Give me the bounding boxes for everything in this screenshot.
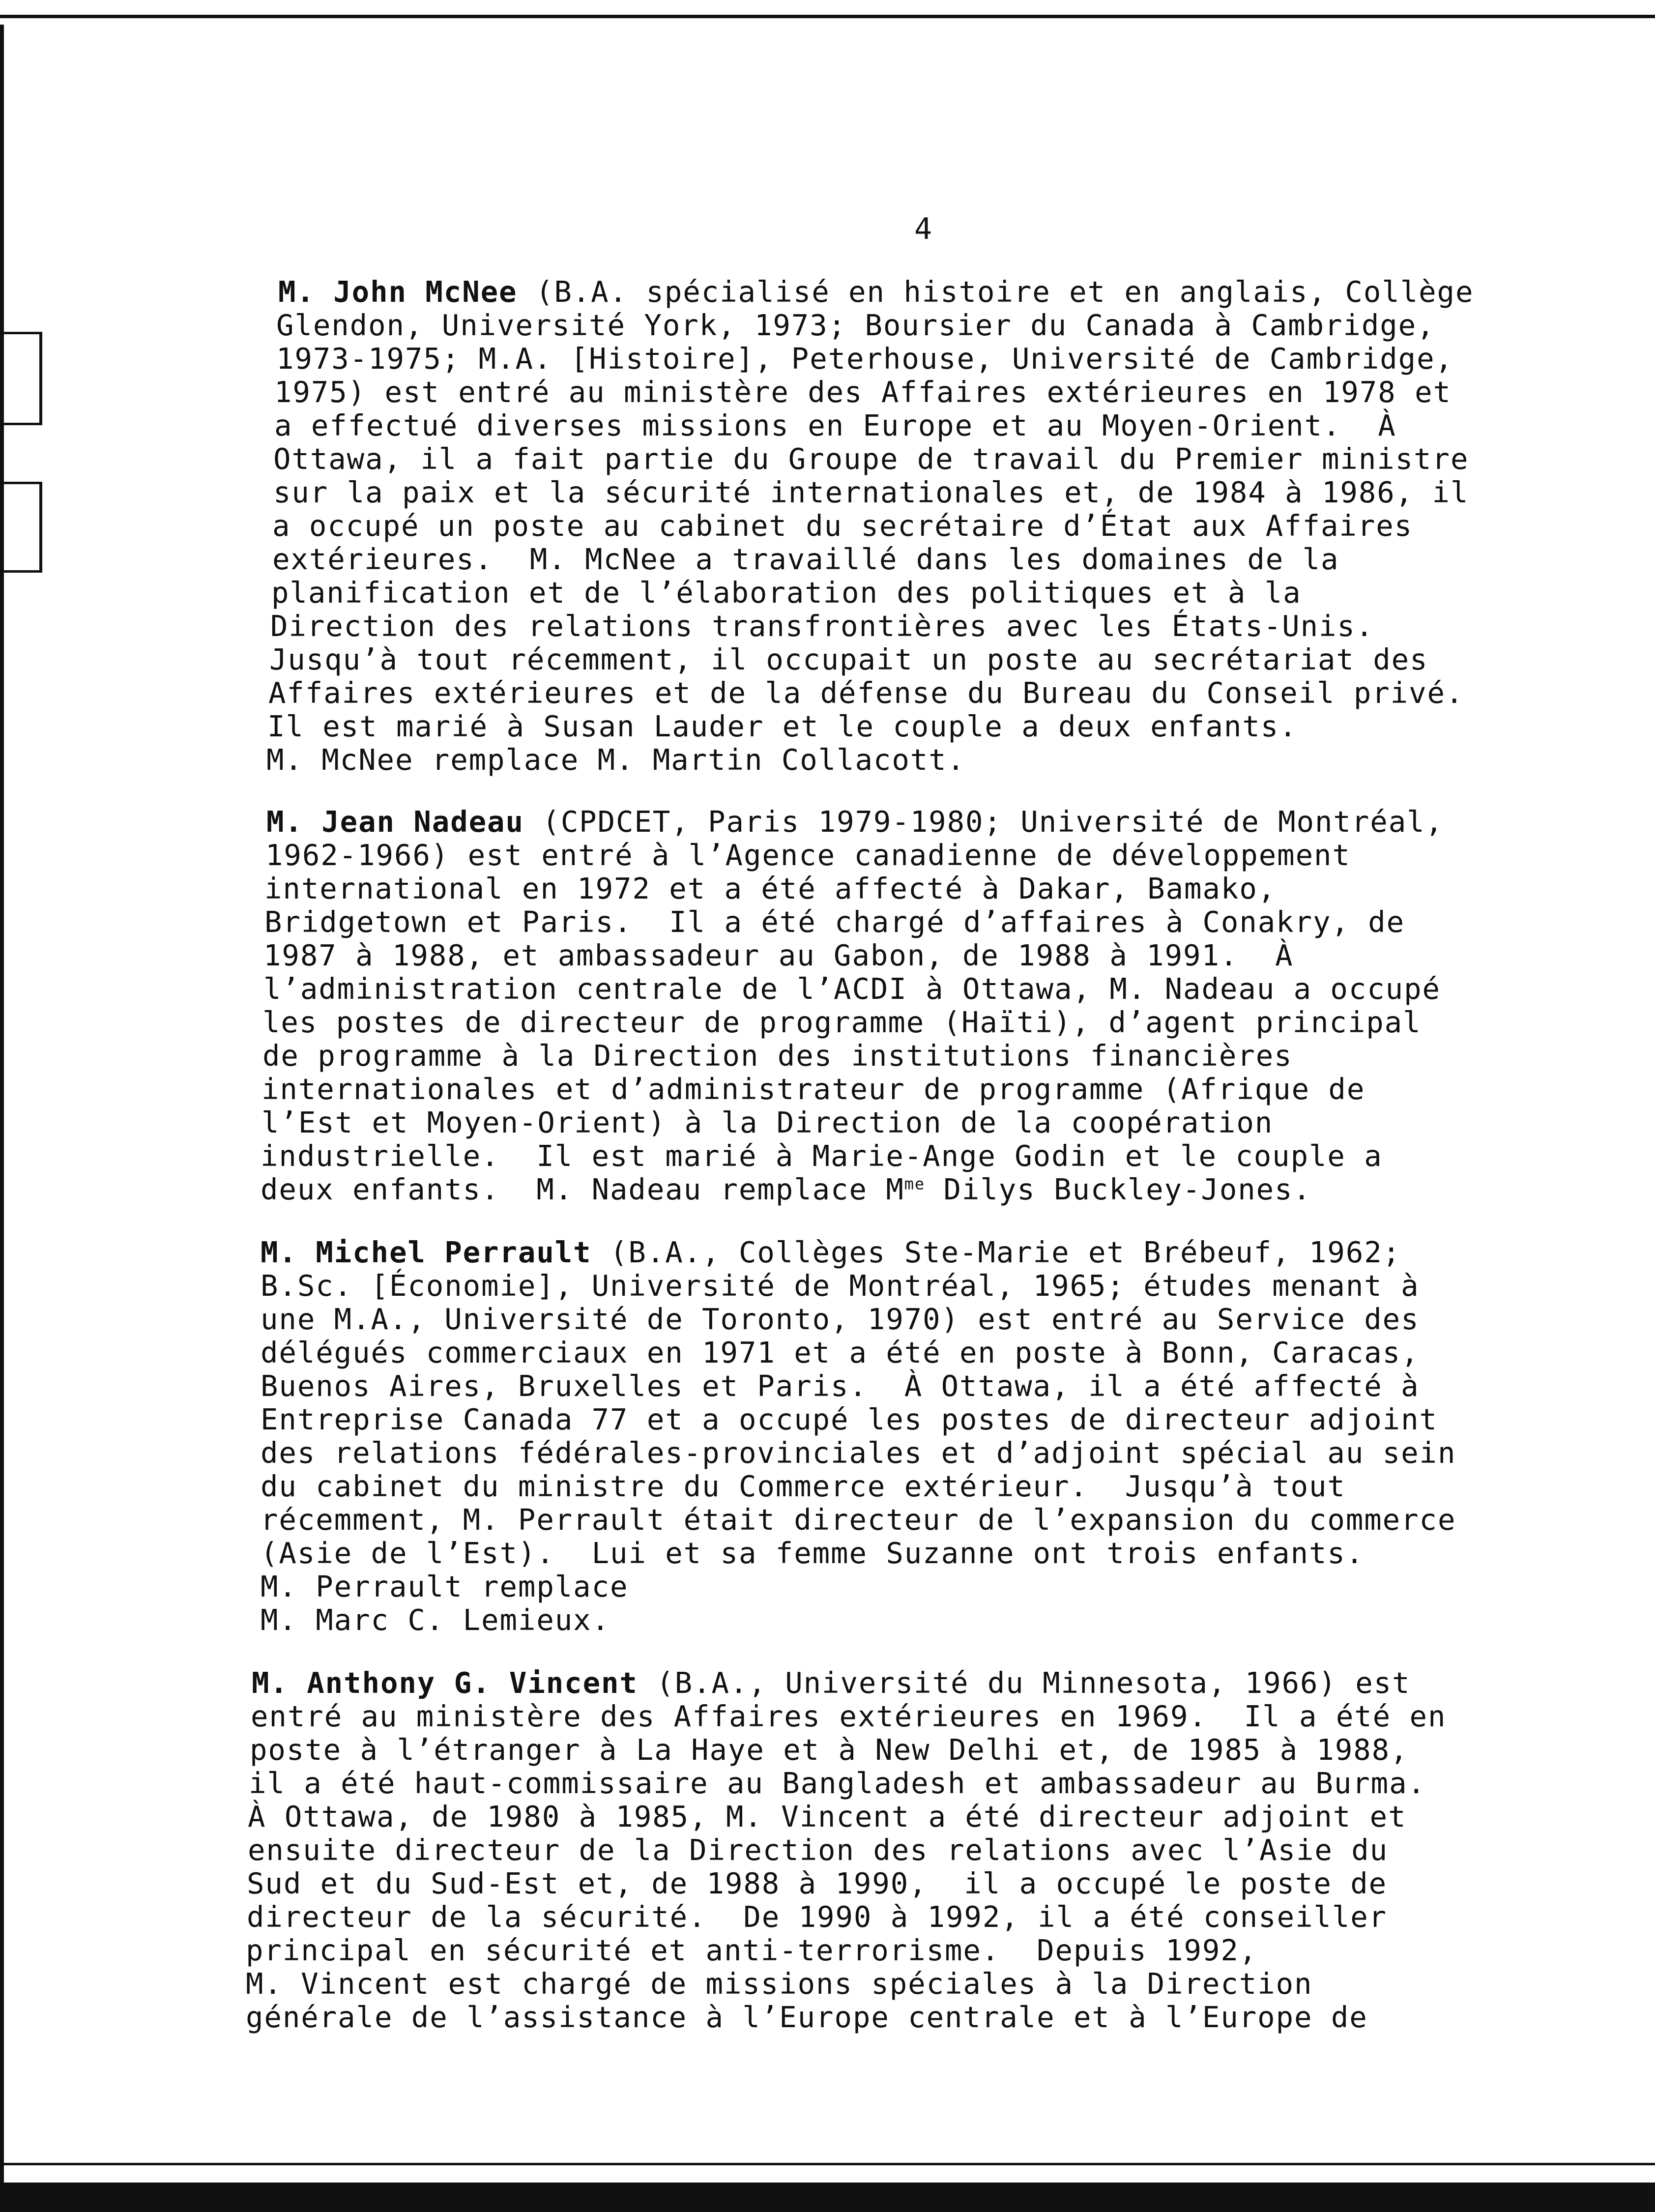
entry-line: il a été haut-commissaire au Bangladesh et ambassadeur au Burma. — [249, 1766, 1426, 1800]
entry-line: M. Marc C. Lemieux. — [261, 1603, 610, 1637]
entry-line: À Ottawa, de 1980 à 1985, M. Vincent a été directeur adjoint et — [248, 1800, 1407, 1834]
entry-line: planification et de l’élaboration des politiques et à la — [271, 576, 1302, 610]
entry-line: Il est marié à Susan Lauder et le couple a deux enfants. — [267, 709, 1298, 743]
entry-line: Entreprise Canada 77 et a occupé les postes de directeur adjoint — [261, 1402, 1438, 1436]
person-name: M. Michel Perrault — [261, 1235, 592, 1269]
entry-line: entré au ministère des Affaires extérieures en 1969. Il a été en — [251, 1699, 1447, 1733]
entry-line: a effectué diverses missions en Europe et au Moyen-Orient. À — [274, 408, 1396, 442]
person-name: M. Anthony G. Vincent — [252, 1666, 638, 1700]
entry-line: sur la paix et la sécurité internationales et, de 1984 à 1986, il — [273, 475, 1469, 509]
entry-line: 1987 à 1988, et ambassadeur au Gabon, de 1988 à 1991. À — [263, 938, 1294, 972]
entry-line: extérieures. M. McNee a travaillé dans les domaines de la — [272, 542, 1339, 576]
entry-line: industrielle. Il est marié à Marie-Ange Godin et le couple a — [261, 1139, 1383, 1173]
entry-line: Direction des relations transfrontières avec les États-Unis. — [270, 609, 1374, 643]
entry-line: récemment, M. Perrault était directeur de l’expansion du commerce — [261, 1503, 1456, 1537]
entry-line: Ottawa, il a fait partie du Groupe de travail du Premier ministre — [273, 442, 1469, 476]
entry-line: deux enfants. M. Nadeau remplace $M^{me}$ Dilys Buckley-Jones. — [261, 1172, 1311, 1206]
entry-line: M. Michel Perrault (B.A., Collèges Ste-Marie et Brébeuf, 1962; — [261, 1235, 1401, 1269]
entry-line: M. Anthony G. Vincent (B.A., Université du Minnesota, 1966) est — [252, 1666, 1411, 1700]
entry-line: internationales et d’administrateur de programme (Afrique de — [261, 1072, 1365, 1106]
entry-line: a occupé un poste au cabinet du secrétaire d’État aux Affaires — [272, 509, 1413, 543]
entry-line: une M.A., Université de Toronto, 1970) est entré au Service des — [261, 1302, 1420, 1336]
entry-line: poste à l’étranger à La Haye et à New Delhi et, de 1985 à 1988, — [250, 1733, 1409, 1767]
entry-line: M. Jean Nadeau (CPDCET, Paris 1979-1980; Université de Montréal, — [266, 805, 1444, 839]
entry-line: générale de l’assistance à l’Europe centrale et à l’Europe de — [246, 2000, 1368, 2034]
entry-line: des relations fédérales-provinciales et d’adjoint spécial au sein — [261, 1436, 1456, 1470]
entry-line: directeur de la sécurité. De 1990 à 1992, il a été conseiller — [247, 1900, 1388, 1934]
entry-line: délégués commerciaux en 1971 et a été en poste à Bonn, Caracas, — [261, 1336, 1420, 1369]
margin-bracket-lower — [0, 482, 42, 573]
entry-line: ensuite directeur de la Direction des relations avec l’Asie du — [248, 1833, 1389, 1867]
entry-line: international en 1972 et a été affecté à Dakar, Bamako, — [264, 872, 1277, 905]
person-name: M. Jean Nadeau — [266, 805, 524, 839]
entry-line: l’Est et Moyen-Orient) à la Direction de la coopération — [261, 1106, 1274, 1139]
entry-line: Jusqu’à tout récemment, il occupait un poste au secrétariat des — [269, 642, 1428, 676]
entry-line: 1962-1966) est entré à l’Agence canadienne de développement — [265, 838, 1351, 872]
entry-line: M. John McNee (B.A. spécialisé en histoire et en anglais, Collège — [278, 275, 1474, 309]
entry-line: (Asie de l’Est). Lui et sa femme Suzanne ont trois enfants. — [261, 1536, 1365, 1570]
entry-line: Bridgetown et Paris. Il a été chargé d’affaires à Conakry, de — [264, 905, 1405, 939]
margin-bracket-upper — [0, 332, 42, 425]
entry-line: M. Vincent est chargé de missions spéciales à la Direction — [246, 1967, 1313, 2001]
entry-line: Glendon, Université York, 1973; Boursier du Canada à Cambridge, — [276, 308, 1435, 342]
entry-line: 1973-1975; M.A. [Histoire], Peterhouse, Université de Cambridge, — [276, 342, 1453, 376]
superscript-abbrev: me — [904, 1174, 926, 1193]
page-border-bottom-line — [0, 2163, 1655, 2165]
entry-line: 1975) est entré au ministère des Affaires extérieures en 1978 et — [274, 375, 1452, 409]
entry-line: de programme à la Direction des institutions financières — [262, 1039, 1293, 1073]
person-name: M. John McNee — [278, 275, 518, 309]
entry-line: principal en sécurité et anti-terrorisme. Depuis 1992, — [246, 1933, 1258, 1967]
page-border-bottom — [0, 2183, 1655, 2212]
entry-line: Buenos Aires, Bruxelles et Paris. À Ottawa, il a été affecté à — [261, 1369, 1420, 1403]
entry-line: les postes de directeur de programme (Haïti), d’agent principal — [262, 1005, 1422, 1039]
page-border-top — [0, 15, 1655, 23]
entry-line: M. McNee remplace M. Martin Collacott. — [266, 743, 965, 777]
page-number: 4 — [914, 212, 932, 246]
entry-line: Affaires extérieures et de la défense du Bureau du Conseil privé. — [268, 676, 1464, 710]
entry-line: l’administration centrale de l’ACDI à Ottawa, M. Nadeau a occupé — [263, 972, 1441, 1006]
entry-line: M. Perrault remplace — [261, 1570, 629, 1603]
entry-line: du cabinet du ministre du Commerce extérieur. Jusqu’à tout — [261, 1469, 1346, 1503]
entry-line: B.Sc. [Économie], Université de Montréal, 1965; études menant à — [261, 1269, 1420, 1303]
entry-line: Sud et du Sud-Est et, de 1988 à 1990, il a occupé le poste de — [247, 1866, 1388, 1900]
